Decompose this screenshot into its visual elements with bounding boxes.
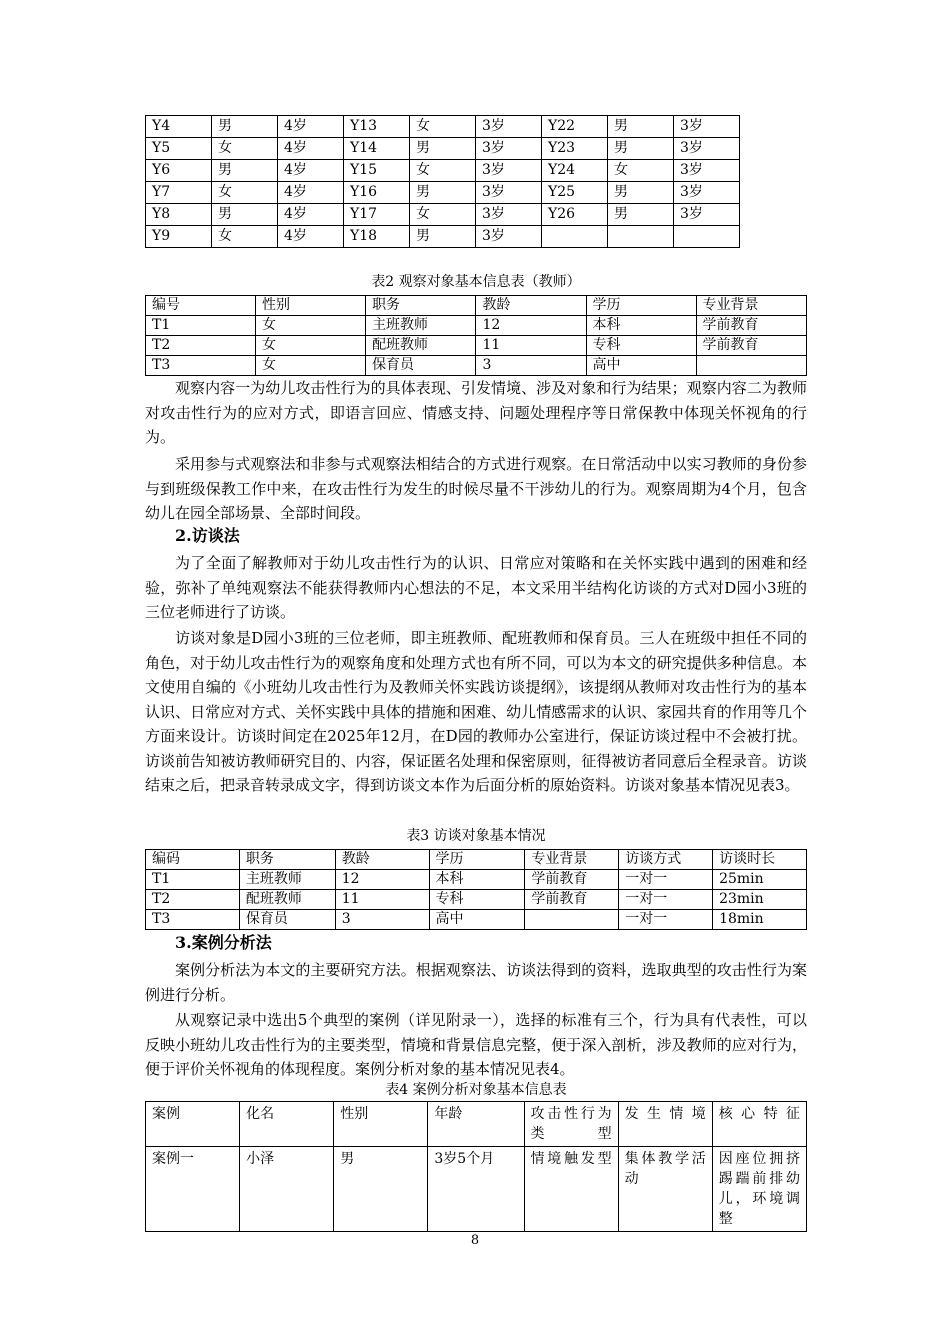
table-cell: 3岁 <box>476 226 542 248</box>
table-cell: T1 <box>146 316 256 336</box>
table-cell: 保育员 <box>366 356 476 376</box>
table-cell <box>674 226 740 248</box>
table-header-cell: 年龄 <box>428 1102 524 1147</box>
table-cell: 11 <box>476 336 586 356</box>
table-cell: 学前教育 <box>525 890 619 910</box>
table-cell: 4岁 <box>278 226 344 248</box>
table-cell: 12 <box>335 870 429 890</box>
table-cell: 3岁 <box>674 160 740 182</box>
table-cell: 男 <box>410 182 476 204</box>
table-row <box>146 160 740 182</box>
table-header-cell: 专业背景 <box>696 296 806 316</box>
table2-caption: 表2 观察对象基本信息表（教师） <box>371 274 581 290</box>
table-header-cell: 访谈时长 <box>713 850 807 870</box>
table-header-cell: 核心特征 <box>712 1102 806 1147</box>
table-cell: 女 <box>212 226 278 248</box>
table-cell: 本科 <box>429 870 525 890</box>
table-cell: 专科 <box>586 336 696 356</box>
table-cell: 23min <box>713 890 807 910</box>
table-header-cell: 编号 <box>146 296 256 316</box>
paragraph-case-method: 案例分析法为本文的主要研究方法。根据观察法、访谈法得到的资料，选取典型的攻击性行为案例进行分析。 <box>145 961 807 1004</box>
table-cell: 男 <box>334 1147 428 1232</box>
table-cell: Y8 <box>146 204 212 226</box>
table-cell: Y22 <box>542 116 608 138</box>
table-cell: Y7 <box>146 182 212 204</box>
table-cell: 男 <box>608 182 674 204</box>
table-header-cell: 教龄 <box>335 850 429 870</box>
table-cell <box>542 226 608 248</box>
table-cell: 高中 <box>586 356 696 376</box>
paragraph-interview-purpose: 为了全面了解教师对于幼儿攻击性行为的认识、日常应对策略和在关怀实践中遇到的困难和经验，弥补了单纯观察法不能获得教师内心想法的不足，本文采用半结构化访谈的方式对D园小3班的三位老师进行了访谈。 <box>145 554 807 621</box>
table-cell: 3岁 <box>476 160 542 182</box>
table-row <box>146 356 807 376</box>
table-row <box>146 204 740 226</box>
table-cell: 4岁 <box>278 204 344 226</box>
table-cell: Y17 <box>344 204 410 226</box>
section-heading-interview: 2.访谈法 <box>175 526 240 545</box>
table-row <box>146 182 740 204</box>
table-cell: 3岁 <box>674 116 740 138</box>
table-cell: 小泽 <box>240 1147 334 1232</box>
table-cell: 女 <box>410 116 476 138</box>
table-cell: T1 <box>146 870 240 890</box>
table-cell: T2 <box>146 336 256 356</box>
table-cell: 4岁 <box>278 182 344 204</box>
paragraph-interview-details: 访谈对象是D园小3班的三位老师，即主班教师、配班教师和保育员。三人在班级中担任不同的角色，对于幼儿攻击性行为的观察角度和处理方式也有所不同，可以为本文的研究提供多种信息。本文使用自编的《小班幼儿攻击性行为及教师关怀实践访谈提纲》，该提纲从教师对攻击性行为的基本认识、日常应对方式、关怀实践中具体的措施和困难、幼儿情感需求的认识、家园共育的作用等几个方面来设计。访谈时间定在2025年12月，在D园的教师办公室进行，保证访谈过程中不会被打扰。访谈前告知被访教师研究目的、内容，保证匿名处理和保密原则，征得被访者同意后全程录音。访谈结束之后，把录音转录成文字，得到访谈文本作为后面分析的原始资料。访谈对象基本情况见表3。 <box>145 629 807 794</box>
table-cell: 4岁 <box>278 160 344 182</box>
table-cell: Y15 <box>344 160 410 182</box>
table-header-cell: 学历 <box>586 296 696 316</box>
table-cell: Y16 <box>344 182 410 204</box>
table-cell: 男 <box>212 204 278 226</box>
table-header-cell: 化名 <box>240 1102 334 1147</box>
paragraph-case-selection: 从观察记录中选出5个典型的案例（详见附录一），选择的标准有三个，行为具有代表性，可以反映小班幼儿攻击性行为的主要类型，情境和背景信息完整，便于深入剖析，涉及教师的应对行为，便于评价关怀视角的体现程度。案例分析对象的基本情况见表4。 <box>145 1011 807 1078</box>
table-cell: 学前教育 <box>696 336 806 356</box>
table-row <box>146 870 807 890</box>
table-cell: 4岁 <box>278 116 344 138</box>
table-header-cell: 性别 <box>334 1102 428 1147</box>
table-header-cell: 职务 <box>239 850 335 870</box>
table-cell: 女 <box>256 336 366 356</box>
table-cell: 学前教育 <box>696 316 806 336</box>
table-cell: T3 <box>146 910 240 930</box>
table-cell: Y18 <box>344 226 410 248</box>
paragraph-observation-content: 观察内容一为幼儿攻击性行为的具体表现、引发情境、涉及对象和行为结果；观察内容二为教师对攻击性行为的应对方式，即语言回应、情感支持、问题处理程序等日常保教中体现关怀视角的行为。 <box>145 379 807 446</box>
table-cell: 3岁5个月 <box>428 1147 524 1232</box>
page-number: 8 <box>470 1233 480 1248</box>
table-cell: Y25 <box>542 182 608 204</box>
table-header-cell: 教龄 <box>476 296 586 316</box>
table-header-cell: 编码 <box>146 850 240 870</box>
table-cell: Y13 <box>344 116 410 138</box>
table-row <box>146 138 740 160</box>
table-cell: 男 <box>608 204 674 226</box>
table-cell: 女 <box>212 182 278 204</box>
table-row <box>146 1147 807 1232</box>
table-header-cell: 专业背景 <box>525 850 619 870</box>
table-cell: 女 <box>212 138 278 160</box>
table-cell: 11 <box>335 890 429 910</box>
table-cell: T2 <box>146 890 240 910</box>
table-row <box>146 890 807 910</box>
table-cell: 3 <box>335 910 429 930</box>
table-cell: 本科 <box>586 316 696 336</box>
case-analysis-table <box>145 1101 807 1232</box>
table-header-row <box>146 1102 807 1147</box>
table-cell: 保育员 <box>239 910 335 930</box>
interview-subjects-table <box>145 849 807 930</box>
table-cell: 12 <box>476 316 586 336</box>
table-cell: 专科 <box>429 890 525 910</box>
table-cell: 女 <box>410 204 476 226</box>
table-cell: 情境触发型 <box>524 1147 618 1232</box>
table-cell: Y4 <box>146 116 212 138</box>
table-cell: 配班教师 <box>366 336 476 356</box>
children-info-table <box>145 115 740 248</box>
table-header-row <box>146 850 807 870</box>
table-cell: 一对一 <box>619 870 713 890</box>
table-header-cell: 案例 <box>146 1102 240 1147</box>
table-row <box>146 226 740 248</box>
table-cell: 女 <box>608 160 674 182</box>
table-cell: 配班教师 <box>239 890 335 910</box>
table-cell: 3岁 <box>476 182 542 204</box>
table-cell: 男 <box>608 138 674 160</box>
table-cell: 高中 <box>429 910 525 930</box>
table-header-cell: 学历 <box>429 850 525 870</box>
table3-caption: 表3 访谈对象基本情况 <box>406 828 546 844</box>
table-cell: 25min <box>713 870 807 890</box>
table-cell: 集体教学活动 <box>618 1147 712 1232</box>
table-header-cell: 访谈方式 <box>619 850 713 870</box>
table-cell: 女 <box>256 316 366 336</box>
table-header-cell: 发生情境 <box>618 1102 712 1147</box>
table-cell: 主班教师 <box>239 870 335 890</box>
table-cell: 3岁 <box>674 138 740 160</box>
table-cell <box>696 356 806 376</box>
table-cell: 一对一 <box>619 910 713 930</box>
table-cell: Y23 <box>542 138 608 160</box>
table-header-cell: 攻击性行为类型 <box>524 1102 618 1147</box>
table-cell: 男 <box>212 160 278 182</box>
table-header-row <box>146 296 807 316</box>
section-heading-case-analysis: 3.案例分析法 <box>175 933 272 952</box>
table-cell: 一对一 <box>619 890 713 910</box>
table-cell <box>525 910 619 930</box>
table-cell: 4岁 <box>278 138 344 160</box>
table-row <box>146 116 740 138</box>
table-cell: Y9 <box>146 226 212 248</box>
table-cell: 女 <box>410 160 476 182</box>
table-cell: Y26 <box>542 204 608 226</box>
table-cell: Y24 <box>542 160 608 182</box>
table-cell: Y6 <box>146 160 212 182</box>
table-cell: 3岁 <box>674 204 740 226</box>
paragraph-observation-method: 采用参与式观察法和非参与式观察法相结合的方式进行观察。在日常活动中以实习教师的身份参与到班级保教工作中来，在攻击性行为发生的时候尽量不干涉幼儿的行为。观察周期为4个月，包含幼儿在园全部场景、全部时间段。 <box>145 455 807 522</box>
table-cell: 因座位拥挤踢踹前排幼儿，环境调整 <box>712 1147 806 1232</box>
table-cell <box>608 226 674 248</box>
table-cell: T3 <box>146 356 256 376</box>
table-cell: 男 <box>410 226 476 248</box>
table-header-cell: 职务 <box>366 296 476 316</box>
table-cell: 18min <box>713 910 807 930</box>
table-cell: 主班教师 <box>366 316 476 336</box>
table-row <box>146 910 807 930</box>
table-cell: 案例一 <box>146 1147 240 1232</box>
teacher-observation-table <box>145 295 807 376</box>
table-cell: 男 <box>410 138 476 160</box>
table-row <box>146 336 807 356</box>
table-cell: 3岁 <box>476 138 542 160</box>
table-cell: 3岁 <box>476 116 542 138</box>
table-cell: 男 <box>212 116 278 138</box>
table4-caption: 表4 案例分析对象基本信息表 <box>385 1082 567 1098</box>
table-cell: 3岁 <box>674 182 740 204</box>
table-cell: 学前教育 <box>525 870 619 890</box>
table-cell: 女 <box>256 356 366 376</box>
table-cell: 男 <box>608 116 674 138</box>
table-cell: 3 <box>476 356 586 376</box>
table-cell: 3岁 <box>476 204 542 226</box>
table-cell: Y14 <box>344 138 410 160</box>
table-cell: Y5 <box>146 138 212 160</box>
table-header-cell: 性别 <box>256 296 366 316</box>
table-row <box>146 316 807 336</box>
